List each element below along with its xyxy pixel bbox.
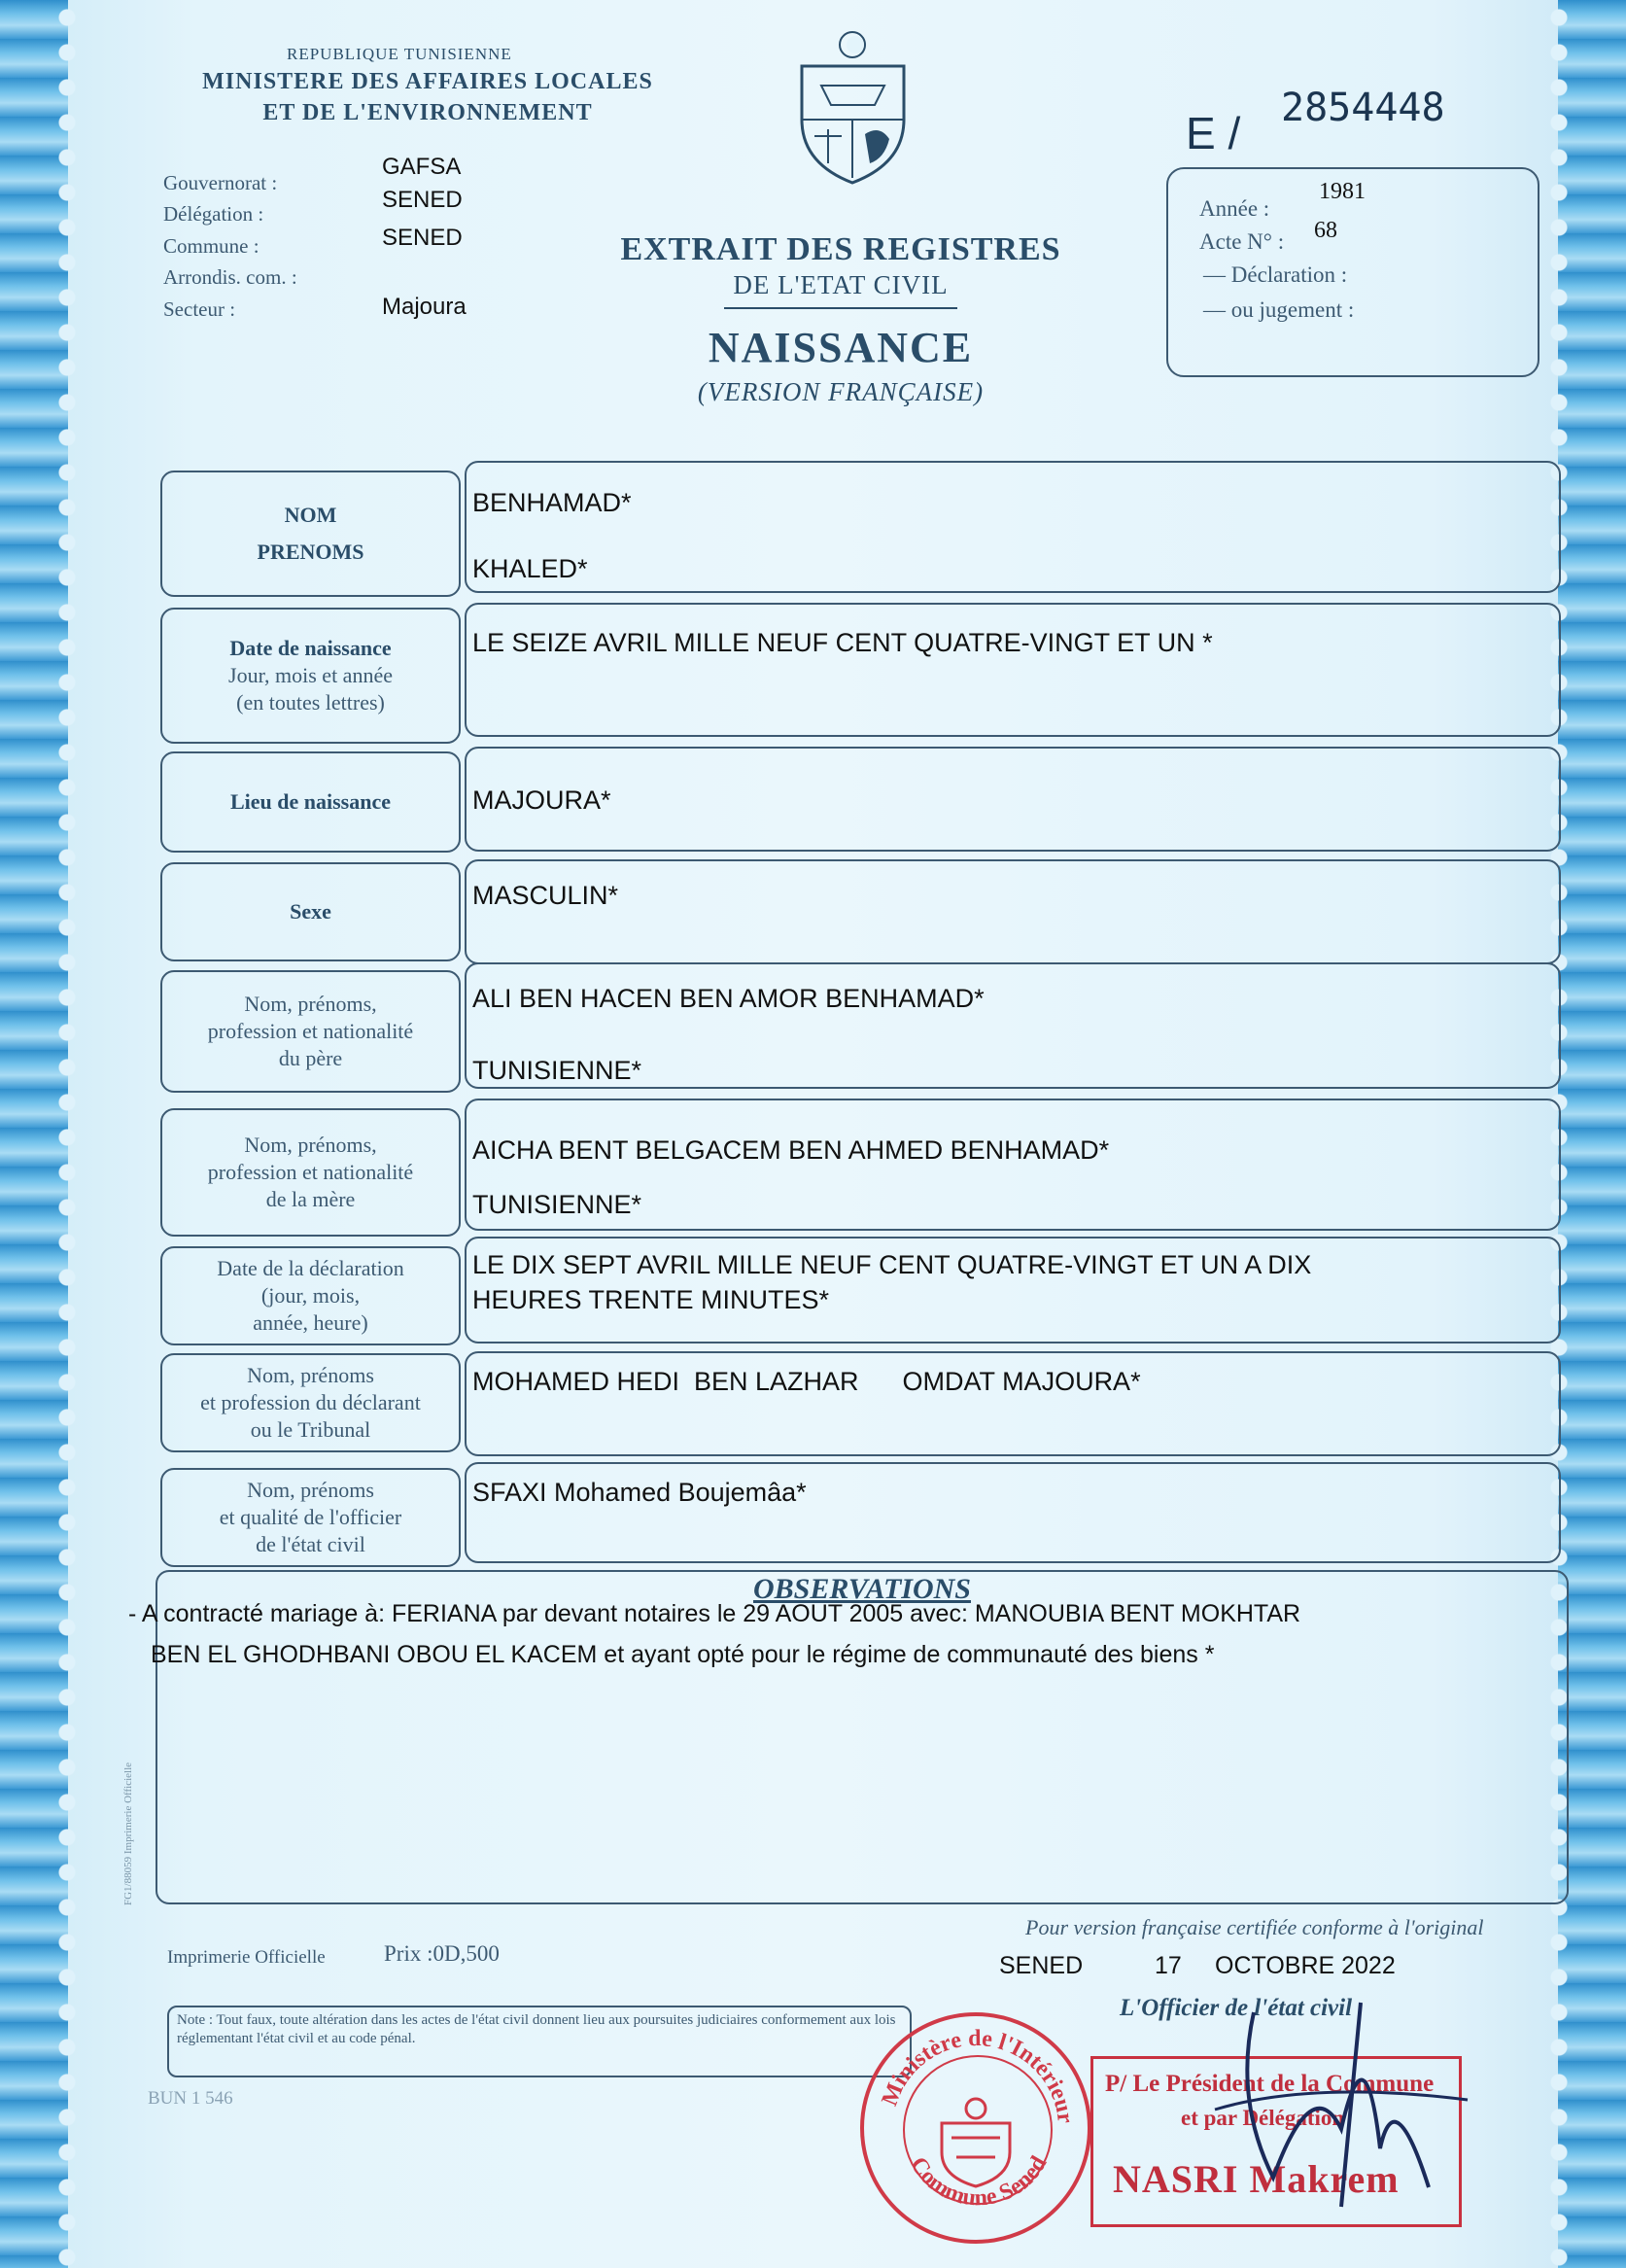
officer-label-line2: et qualité de l'officier	[219, 1505, 402, 1529]
father-label-line3: du père	[278, 1046, 343, 1070]
officer-value-box	[465, 1462, 1561, 1563]
acte-value: 68	[1314, 218, 1337, 243]
father-label-line1: Nom, prénoms,	[244, 992, 377, 1016]
prenoms-label: PRENOMS	[257, 540, 364, 564]
serial-prefix: E /	[1186, 108, 1241, 158]
stamp-round-top-text: Ministère de l'Intérieur	[877, 2025, 1078, 2125]
birth-date-label-detail2: (en toutes lettres)	[236, 690, 385, 715]
registry-info-box	[1166, 167, 1540, 377]
ministry-round-stamp	[860, 2012, 1091, 2244]
ministry-header	[175, 66, 680, 128]
sex-value-box	[465, 859, 1561, 964]
annee-label: Année :	[1199, 196, 1270, 221]
declarant-label-line3: ou le Tribunal	[250, 1417, 371, 1442]
birth-date-value: LE SEIZE AVRIL MILLE NEUF CENT QUATRE-VINGT ET UN *	[472, 628, 1213, 657]
price-label: Prix :0D,500	[384, 1941, 500, 1966]
prenoms-value: KHALED*	[472, 554, 588, 583]
declarant-value: MOHAMED HEDI BEN LAZHAR OMDAT MAJOURA*	[472, 1367, 1141, 1396]
sex-label: Sexe	[290, 899, 331, 924]
stamp-emblem-icon	[864, 2016, 1088, 2240]
declaration-label-line3: année, heure)	[253, 1310, 368, 1335]
secteur-value: Majoura	[382, 294, 467, 320]
father-nationality-value: TUNISIENNE*	[472, 1056, 642, 1085]
mother-name-value: AICHA BENT BELGACEM BEN AHMED BENHAMAD*	[472, 1135, 1110, 1165]
mother-label-line2: profession et nationalité	[207, 1160, 414, 1184]
declaration-label: — Déclaration :	[1203, 262, 1348, 287]
observations-line2: BEN EL GHODHBANI OBOU EL KACEM et ayant opté pour le régime de communauté des biens *	[151, 1641, 1215, 1668]
arrondissement-label: Arrondis. com. :	[163, 265, 297, 289]
side-print-code: FG1/88059 Imprimerie Officielle	[122, 1762, 134, 1905]
gouvernorat-value: GAFSA	[382, 154, 462, 180]
birth-date-label: Date de naissance	[229, 636, 392, 660]
document-title: EXTRAIT DES REGISTRES	[620, 231, 1061, 267]
tunisia-coat-of-arms-icon	[787, 27, 918, 188]
issue-place: SENED	[999, 1952, 1084, 1979]
issue-month-year: OCTOBRE 2022	[1215, 1952, 1396, 1979]
issue-day: 17	[1155, 1952, 1182, 1979]
signature-scribble	[1195, 1983, 1487, 2216]
nom-value: BENHAMAD*	[472, 488, 632, 517]
observations-line1: - A contracté mariage à: FERIANA par devant notaires le 29 AOUT 2005 avec: MANOUBIA BENT MOKHTAR	[128, 1600, 1301, 1627]
gouvernorat-label: Gouvernorat :	[163, 171, 278, 194]
document-version: (VERSION FRANÇAISE)	[697, 377, 985, 406]
mother-label-box	[160, 1108, 461, 1237]
ministry-line1: MINISTERE DES AFFAIRES LOCALES	[202, 69, 653, 94]
declaration-value-line2: HEURES TRENTE MINUTES*	[472, 1285, 830, 1314]
serial-number: 2854448	[1281, 86, 1445, 130]
mother-nationality-value: TUNISIENNE*	[472, 1190, 642, 1219]
observations-title: OBSERVATIONS	[753, 1573, 971, 1605]
officer-label-line3: de l'état civil	[256, 1532, 365, 1556]
acte-label: Acte N° :	[1199, 229, 1285, 254]
document-subtitle: DE L'ETAT CIVIL	[733, 270, 949, 299]
birth-place-label-box	[160, 751, 461, 853]
officer-title: L'Officier de l'état civil	[1120, 1995, 1353, 2021]
declarant-label-line2: et profession du déclarant	[200, 1390, 421, 1414]
birth-place-label: Lieu de naissance	[229, 789, 392, 814]
name-label-box	[160, 471, 461, 597]
republic-header: REPUBLIQUE TUNISIENNE	[287, 45, 512, 63]
officer-value: SFAXI Mohamed Boujemâa*	[472, 1478, 807, 1507]
faded-code: BUN 1 546	[148, 2088, 233, 2109]
father-value-box	[465, 962, 1561, 1089]
delegation-label: Délégation :	[163, 202, 264, 226]
jugement-label: — ou jugement :	[1203, 297, 1355, 322]
document-type: NAISSANCE	[708, 324, 974, 371]
legal-note: Note : Tout faux, toute altération dans les actes de l'état civil donnent lieu aux poursuites judiciaires conformement aux lois réglementant l'état civil et au code pénal.	[167, 2006, 912, 2077]
decorative-border-left	[0, 0, 68, 2268]
certification-text: Pour version française certifiée conforme à l'original	[1025, 1915, 1484, 1939]
mother-label-line1: Nom, prénoms,	[244, 1133, 377, 1157]
father-label-box	[160, 970, 461, 1093]
father-name-value: ALI BEN HACEN BEN AMOR BENHAMAD*	[472, 984, 985, 1013]
declaration-value-box	[465, 1237, 1561, 1343]
birth-place-value-box	[465, 747, 1561, 852]
birth-date-label-box	[160, 608, 461, 744]
declaration-label-box	[160, 1246, 461, 1345]
mother-label-line3: de la mère	[265, 1187, 356, 1211]
svg-text:Commune Sened	[905, 2151, 1052, 2211]
mother-value-box	[465, 1099, 1561, 1231]
svg-text:Ministère de l'Intérieur	[877, 2026, 1078, 2125]
father-label-line2: profession et nationalité	[207, 1019, 414, 1043]
stamp-round-bottom-text: Commune Sened	[905, 2151, 1053, 2212]
declaration-label-line1: Date de la déclaration	[217, 1256, 404, 1280]
declarant-label-line1: Nom, prénoms	[247, 1363, 374, 1387]
declarant-value-box	[465, 1351, 1561, 1456]
annee-value: 1981	[1319, 179, 1366, 204]
stamp-rect-line2: et par Délégation	[1181, 2106, 1345, 2130]
birth-place-value: MAJOURA*	[472, 785, 611, 815]
sex-label-box	[160, 862, 461, 961]
name-value-box	[465, 461, 1561, 593]
declaration-value-line1: LE DIX SEPT AVRIL MILLE NEUF CENT QUATRE-VINGT ET UN A DIX	[472, 1250, 1312, 1279]
birth-date-label-detail1: Jour, mois et année	[228, 663, 393, 687]
ministry-line2: ET DE L'ENVIRONNEMENT	[262, 100, 593, 125]
decorative-border-right	[1558, 0, 1626, 2268]
stamp-rect-line1: P/ Le Président de la Commune	[1105, 2071, 1435, 2097]
commune-label: Commune :	[163, 234, 259, 258]
printer-label: Imprimerie Officielle	[167, 1947, 326, 1968]
birth-date-value-box	[465, 603, 1561, 737]
officer-label-box	[160, 1468, 461, 1567]
declaration-label-line2: (jour, mois,	[260, 1283, 361, 1308]
sex-value: MASCULIN*	[472, 881, 619, 910]
nom-label: NOM	[284, 503, 337, 527]
secteur-label: Secteur :	[163, 297, 236, 321]
commune-value: SENED	[382, 225, 463, 251]
stamp-rect-line3: NASRI Makrem	[1113, 2157, 1400, 2201]
officer-label-line1: Nom, prénoms	[247, 1478, 374, 1502]
title-divider	[724, 307, 957, 309]
declarant-label-box	[160, 1353, 461, 1452]
delegation-value: SENED	[382, 187, 463, 213]
